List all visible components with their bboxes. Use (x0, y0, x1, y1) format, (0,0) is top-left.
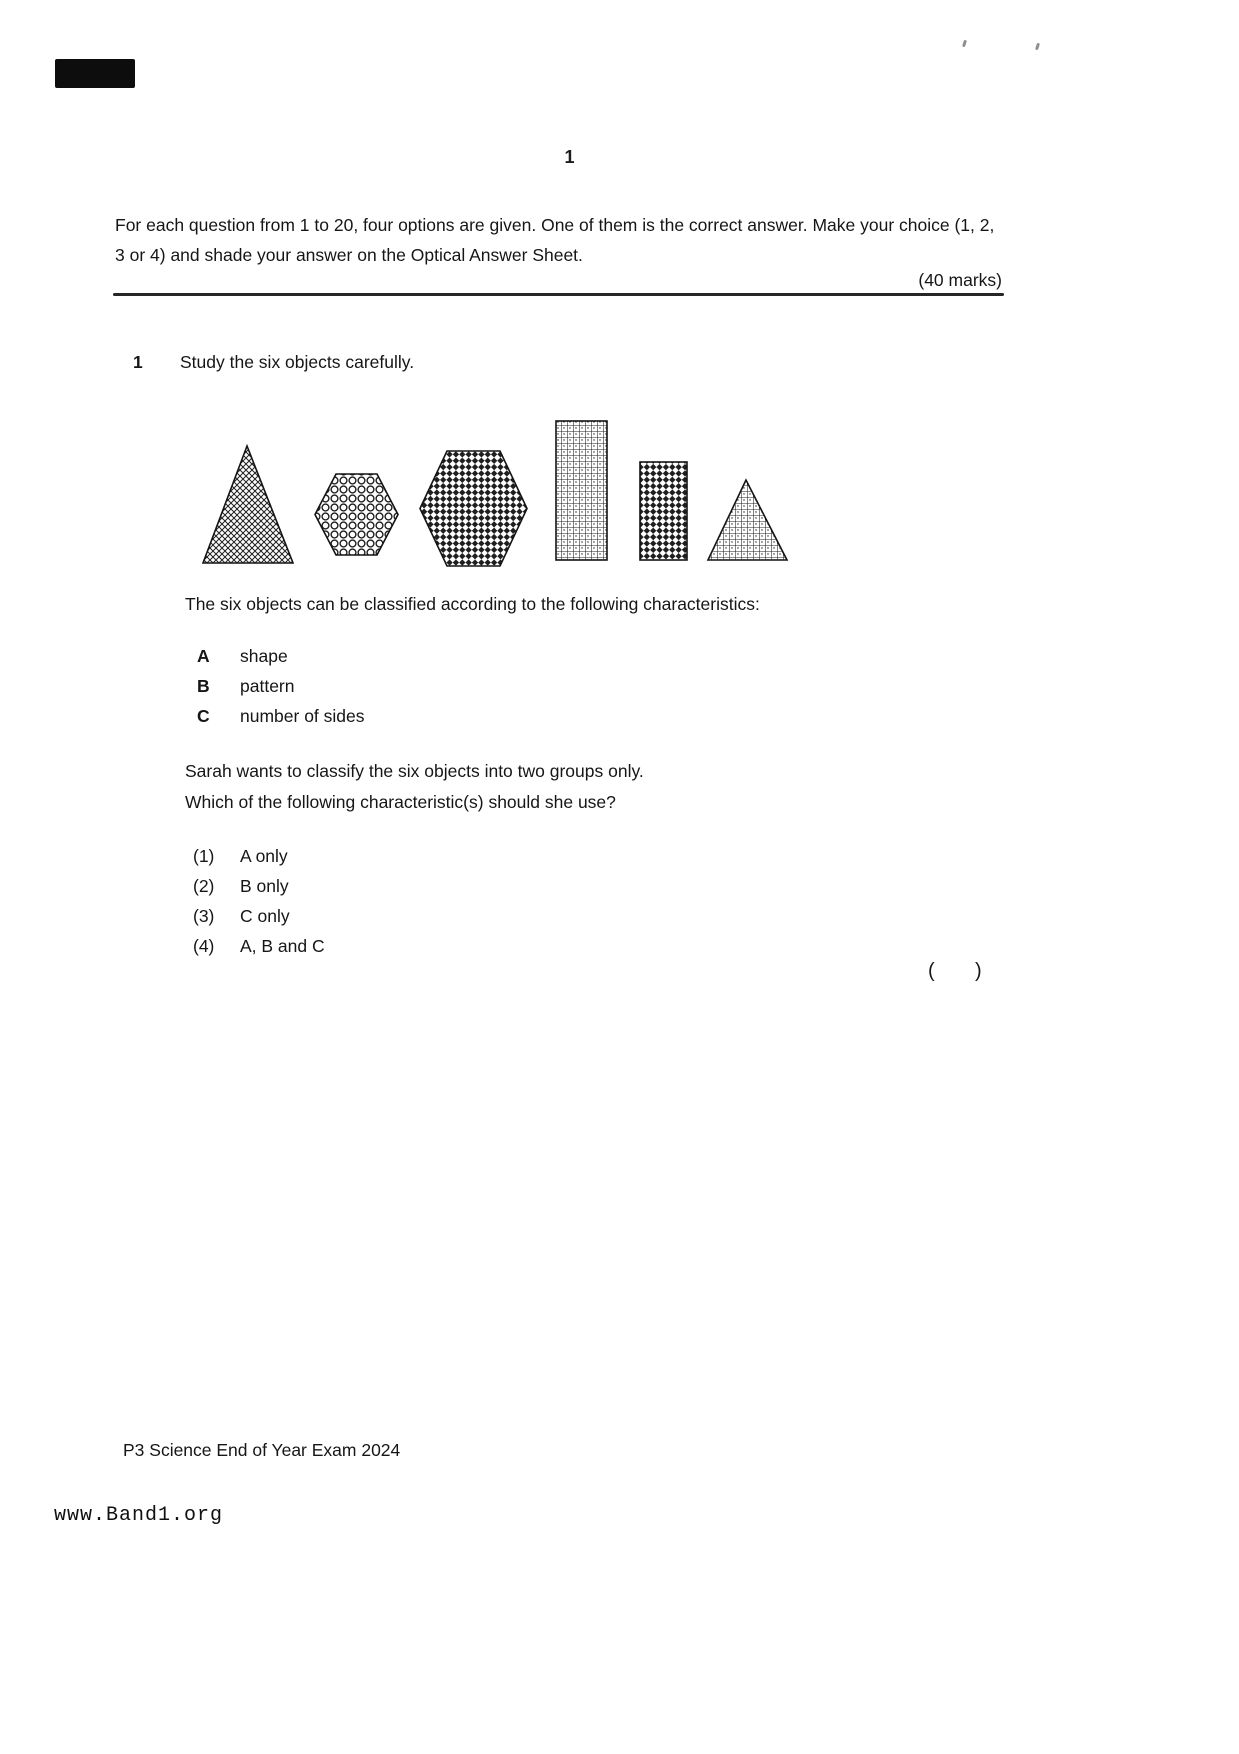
watermark-url: www.Band1.org (54, 1504, 224, 1527)
shape-triangle-grid (708, 480, 787, 560)
options-list (193, 846, 325, 966)
shape-hexagon-checker (420, 451, 527, 566)
option-label: (2) (193, 876, 215, 896)
characteristic-label: A (197, 646, 210, 666)
characteristic-text: number of sides (240, 706, 365, 726)
option-text: B only (240, 876, 289, 896)
characteristic-label: B (197, 676, 210, 696)
redaction-block (55, 59, 135, 88)
shape-triangle-crosshatch (203, 446, 293, 563)
exam-footer-title: P3 Science End of Year Exam 2024 (123, 1440, 401, 1460)
divider-rule (113, 293, 1004, 296)
question-prompt: Study the six objects carefully. (180, 352, 415, 372)
option-label: (1) (193, 846, 215, 866)
option-label: (4) (193, 936, 215, 956)
scan-artifact (1035, 43, 1040, 51)
characteristic-row (197, 676, 365, 706)
characteristic-text: pattern (240, 676, 295, 696)
option-row (193, 846, 325, 876)
instructions-block (115, 210, 1002, 291)
page-number: 1 (564, 147, 575, 167)
question-header (133, 352, 414, 373)
instructions-text: For each question from 1 to 20, four options are given. One of them is the correct answer. Make your choice (1, 2, 3 or 4) and shade your answer on the Optical Answer Sheet. (115, 215, 995, 265)
option-text: C only (240, 906, 290, 926)
stem-line-2: Which of the following characteristic(s) should she use? (185, 792, 616, 812)
characteristic-label: C (197, 706, 210, 726)
shape-rectangle-checker (640, 462, 687, 560)
option-row (193, 936, 325, 966)
option-text: A, B and C (240, 936, 325, 956)
question-stem (185, 756, 644, 818)
shape-hexagon-rings (315, 474, 398, 555)
scan-artifact (962, 40, 967, 48)
option-row (193, 876, 325, 906)
characteristic-row (197, 646, 365, 676)
characteristics-list (197, 646, 365, 736)
option-row (193, 906, 325, 936)
six-objects-figure (195, 413, 795, 571)
question-number: 1 (133, 352, 143, 372)
characteristic-row (197, 706, 365, 736)
stem-line-1: Sarah wants to classify the six objects into two groups only. (185, 761, 644, 781)
characteristic-text: shape (240, 646, 288, 666)
answer-brackets: ( ) (928, 960, 983, 982)
marks-label: (40 marks) (918, 270, 1002, 290)
classification-intro: The six objects can be classified according to the following characteristics: (185, 594, 760, 614)
option-text: A only (240, 846, 288, 866)
option-label: (3) (193, 906, 215, 926)
shape-tall-rectangle-grid (556, 421, 607, 560)
